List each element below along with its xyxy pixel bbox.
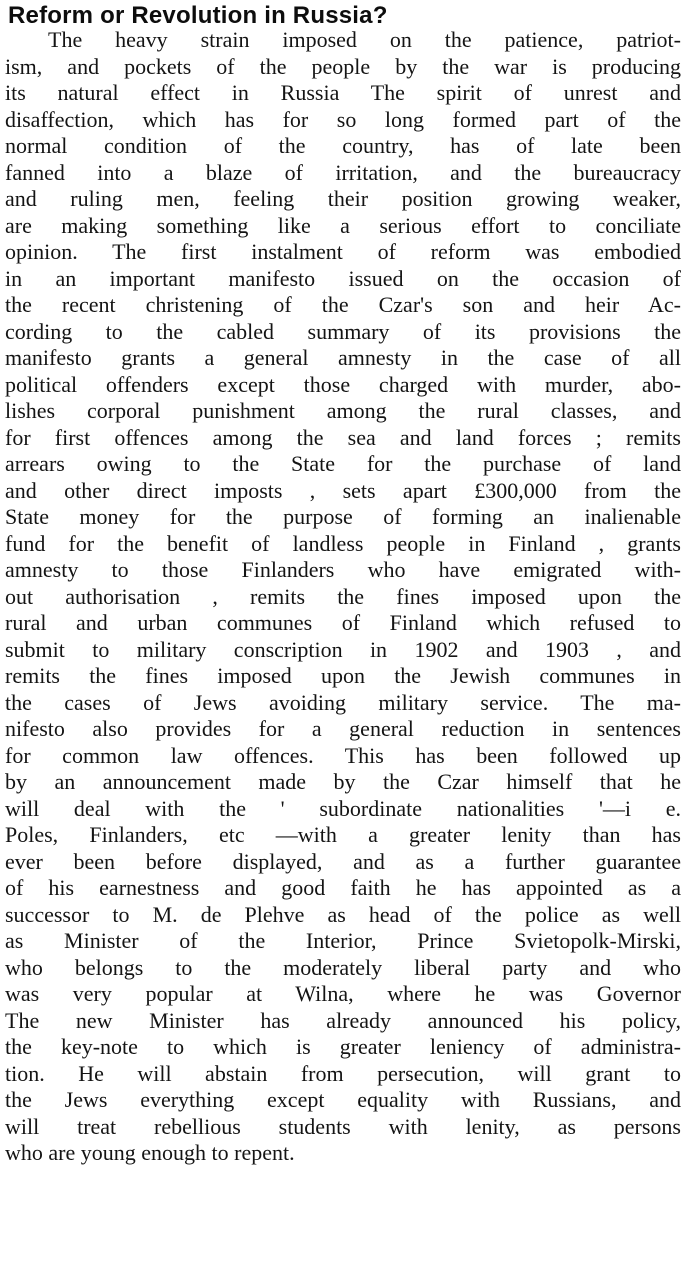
- article-line: fanned into a blaze of irritation, and the bureaucracy: [5, 159, 681, 185]
- article-line: the recent christening of the Czar's son and heir Ac-: [5, 292, 681, 317]
- article-line: who belongs to the moderately liberal party and who: [5, 954, 681, 980]
- article-line: and ruling men, feeling their position growing weaker,: [5, 186, 681, 211]
- article-line: for first offences among the sea and land forces ; remits: [5, 424, 681, 450]
- article-line: manifesto grants a general amnesty in the case of all: [5, 345, 681, 370]
- article-line: by an announcement made by the Czar himself that he: [5, 769, 681, 794]
- article-line: ism, and pockets of the people by the war is producing: [5, 53, 681, 79]
- article-line: tion. He will abstain from persecution, will grant to: [5, 1060, 681, 1086]
- article-line: Poles, Finlanders, etc —with a greater lenity than has: [5, 822, 681, 847]
- article-line: remits the fines imposed upon the Jewish communes in: [5, 663, 681, 688]
- article-line: amnesty to those Finlanders who have emigrated with-: [5, 557, 681, 582]
- article-line: the key-note to which is greater leniency of administra-: [5, 1034, 681, 1059]
- article-line: normal condition of the country, has of late been: [5, 133, 681, 158]
- article-line: The new Minister has already announced his policy,: [5, 1007, 681, 1033]
- headline: Reform or Revolution in Russia?: [8, 2, 388, 29]
- article-line: opinion. The first instalment of reform was embodied: [5, 239, 681, 264]
- article-line: disaffection, which has for so long formed part of the: [5, 106, 681, 132]
- article-line: as Minister of the Interior, Prince Svietopolk-Mirski,: [5, 928, 681, 953]
- article-line: The heavy strain imposed on the patience, patriot-: [48, 27, 681, 52]
- article-line: was very popular at Wilna, where he was Governor: [5, 981, 681, 1006]
- article-line: are making something like a serious effort to conciliate: [5, 212, 681, 238]
- article-line: nifesto also provides for a general reduction in sentences: [5, 716, 681, 741]
- article-line: the cases of Jews avoiding military service. The ma-: [5, 689, 681, 715]
- article-line: out authorisation , remits the fines imposed upon the: [5, 583, 681, 609]
- article-line: will deal with the ' subordinate nationalities '—i e.: [5, 795, 681, 821]
- article-line: submit to military conscription in 1902 and 1903 , and: [5, 636, 681, 662]
- article-line: ever been before displayed, and as a further guarantee: [5, 848, 681, 874]
- article-line: and other direct imposts , sets apart £300,000 from the: [5, 477, 681, 503]
- article-line: arrears owing to the State for the purchase of land: [5, 451, 681, 476]
- article-line: fund for the benefit of landless people in Finland , grants: [5, 530, 681, 556]
- article-line: lishes corporal punishment among the rural classes, and: [5, 398, 681, 423]
- article-line: in an important manifesto issued on the occasion of: [5, 265, 681, 291]
- article-line: for common law offences. This has been followed up: [5, 742, 681, 768]
- article-line: of his earnestness and good faith he has appointed as a: [5, 875, 681, 900]
- article-line: the Jews everything except equality with Russians, and: [5, 1087, 681, 1112]
- article-line: rural and urban communes of Finland which refused to: [5, 610, 681, 635]
- article-line: its natural effect in Russia The spirit of unrest and: [5, 80, 681, 105]
- article-line: political offenders except those charged with murder, abo-: [5, 371, 681, 397]
- article-line: who are young enough to repent.: [5, 1140, 295, 1165]
- article-line: State money for the purpose of forming an inalienable: [5, 504, 681, 529]
- article-line: successor to M. de Plehve as head of the police as well: [5, 901, 681, 927]
- article-line: cording to the cabled summary of its provisions the: [5, 318, 681, 344]
- article-line: will treat rebellious students with lenity, as persons: [5, 1113, 681, 1139]
